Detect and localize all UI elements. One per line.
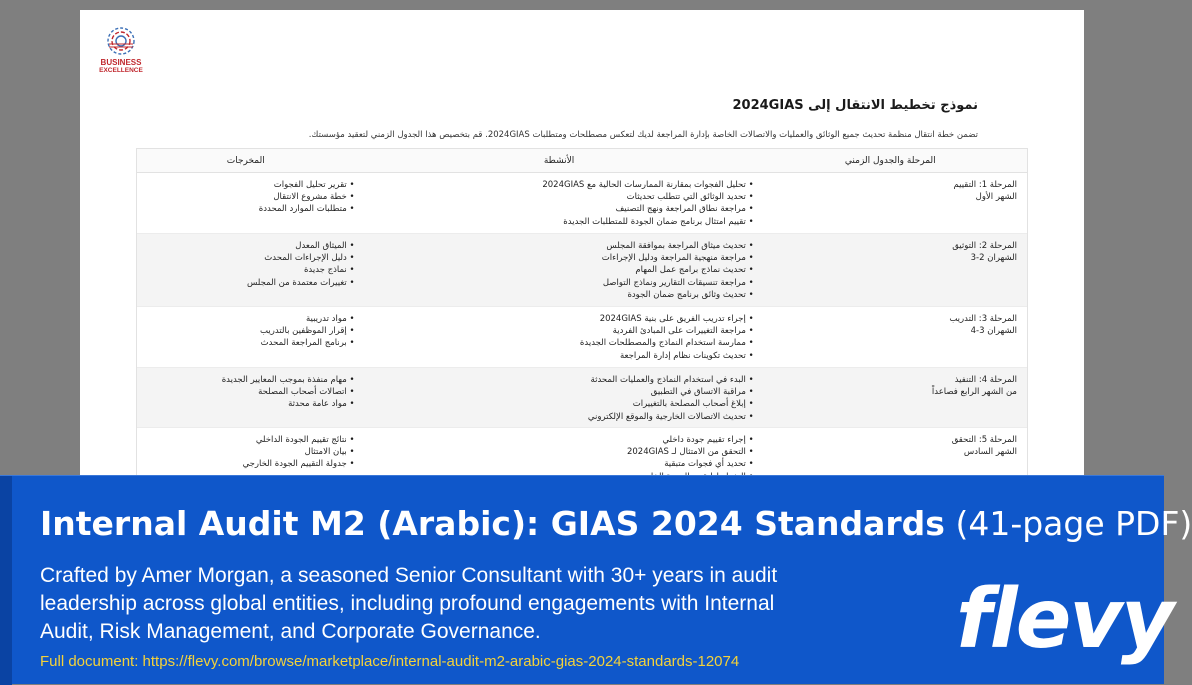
- header-outputs: المخرجات: [226, 156, 265, 166]
- list-item: • البدء في استخدام النماذج والعمليات المحدثة: [365, 374, 754, 386]
- full-document-link[interactable]: Full document: https://flevy.com/browse/marketplace/internal-audit-m2-arabic-gias-2024-standards-12074: [40, 653, 740, 670]
- activities-cell: [365, 374, 764, 427]
- activities-cell: [365, 240, 764, 306]
- document-title: نموذج تخطيط الانتقال إلى 2024GIAS: [732, 98, 978, 113]
- phase-cell: [764, 179, 1027, 233]
- banner-title-main: Internal Audit M2 (Arabic): GIAS 2024 Standards: [40, 504, 945, 543]
- list-item: • مواد تدريبية: [137, 313, 355, 325]
- phase-timing: من الشهر الرابع فصاعداً: [931, 387, 1017, 397]
- phase-title: المرحلة 2: التوثيق: [952, 241, 1017, 251]
- list-item: • مراجعة نطاق المراجعة ونهج التصنيف: [365, 203, 754, 215]
- transition-plan-table: [136, 148, 1028, 488]
- header-activities: الأنشطة: [543, 156, 575, 166]
- list-item: • تحديث نماذج برامج عمل المهام: [365, 264, 754, 276]
- list-item: • بيان الامتثال: [137, 446, 355, 458]
- list-item: • إجراء تقييم جودة داخلي: [365, 434, 754, 446]
- outputs-cell: [137, 240, 365, 306]
- list-item: • تغييرات معتمدة من المجلس: [137, 277, 355, 289]
- list-item: • تحليل الفجوات بمقارنة الممارسات الحالية مع 2024GIAS: [365, 179, 754, 191]
- list-item: • مراقبة الاتساق في التطبيق: [365, 386, 754, 398]
- list-item: • تحديث وثائق برنامج ضمان الجودة: [365, 289, 754, 301]
- logo-text-line1: BUSINESS: [100, 58, 142, 67]
- list-item: • تحديث الاتصالات الخارجية والموقع الإلكتروني: [365, 411, 754, 423]
- banner-title-page-count: (41-page PDF): [955, 504, 1192, 543]
- table-row: [137, 368, 1027, 428]
- header-phase: المرحلة والجدول الزمني: [844, 156, 936, 166]
- list-item: • دليل الإجراءات المحدث: [137, 252, 355, 264]
- fingerprint-logo-icon: [106, 26, 136, 56]
- banner-title: [40, 504, 1192, 543]
- activities-cell: [365, 313, 764, 367]
- list-item: • جدولة التقييم الجودة الخارجي: [137, 458, 355, 470]
- list-item: • اتصالات أصحاب المصلحة: [137, 386, 355, 398]
- list-item: • تحديد الوثائق التي تتطلب تحديثات: [365, 191, 754, 203]
- outputs-cell: [137, 313, 365, 367]
- phase-title: المرحلة 4: التنفيذ: [954, 375, 1017, 385]
- table-row: [137, 307, 1027, 368]
- phase-cell: [764, 313, 1027, 367]
- outputs-cell: [137, 374, 365, 427]
- product-banner: [0, 475, 1192, 684]
- phase-timing: الشهران 3-4: [970, 326, 1017, 336]
- logo-text-line2: EXCELLENCE: [99, 67, 143, 74]
- list-item: • مراجعة التغييرات على المبادئ الفردية: [365, 325, 754, 337]
- list-item: • إقرار الموظفين بالتدريب: [137, 325, 355, 337]
- banner-accent-bar: [0, 476, 12, 685]
- list-item: • تحديث ميثاق المراجعة بموافقة المجلس: [365, 240, 754, 252]
- document-intro: تضمن خطة انتقال منظمة تحديث جميع الوثائق والعمليات والاتصالات الخاصة بإدارة المراجعة لديك لتعكس مصطلحات ومتطلبات 2024GIAS. قم بتخصيص هذا الجدول الزمني لتعقيد مؤسستك.: [308, 130, 978, 140]
- list-item: • تحديد أي فجوات متبقية: [365, 458, 754, 470]
- list-item: • ممارسة استخدام النماذج والمصطلحات الجديدة: [365, 337, 754, 349]
- phase-cell: [764, 374, 1027, 427]
- table-row: [137, 173, 1027, 234]
- list-item: • إجراء تدريب الفريق على بنية 2024GIAS: [365, 313, 754, 325]
- list-item: • مراجعة تنسيقات التقارير ونماذج التواصل: [365, 277, 754, 289]
- list-item: • متطلبات الموارد المحددة: [137, 203, 355, 215]
- flevy-logo[interactable]: flevy: [956, 572, 1173, 667]
- phase-title: المرحلة 5: التحقق: [951, 435, 1017, 445]
- list-item: • نتائج تقييم الجودة الداخلي: [137, 434, 355, 446]
- phase-timing: الشهر الأول: [975, 192, 1017, 202]
- list-item: • خطة مشروع الانتقال: [137, 191, 355, 203]
- phase-cell: [764, 240, 1027, 306]
- phase-title: المرحلة 1: التقييم: [953, 180, 1017, 190]
- outputs-cell: [137, 179, 365, 233]
- list-item: • مواد عامة محدثة: [137, 398, 355, 410]
- list-item: • تحديث تكوينات نظام إدارة المراجعة: [365, 350, 754, 362]
- list-item: • تقييم امتثال برنامج ضمان الجودة للمتطلبات الجديدة: [365, 216, 754, 228]
- list-item: • الميثاق المعدل: [137, 240, 355, 252]
- activities-cell: [365, 179, 764, 233]
- table-header: [137, 149, 1027, 173]
- business-excellence-logo: [94, 26, 148, 75]
- list-item: • نماذج جديدة: [137, 264, 355, 276]
- phase-timing: الشهران 2-3: [970, 253, 1017, 263]
- list-item: • مراجعة منهجية المراجعة ودليل الإجراءات: [365, 252, 754, 264]
- list-item: • إبلاغ أصحاب المصلحة بالتغييرات: [365, 398, 754, 410]
- list-item: • التحقق من الامتثال لـ 2024GIAS: [365, 446, 754, 458]
- list-item: • برنامج المراجعة المحدث: [137, 337, 355, 349]
- phase-timing: الشهر السادس: [963, 447, 1017, 457]
- document-preview: [80, 10, 1084, 480]
- phase-title: المرحلة 3: التدريب: [949, 314, 1017, 324]
- table-row: [137, 234, 1027, 307]
- list-item: • تقرير تحليل الفجوات: [137, 179, 355, 191]
- banner-description: Crafted by Amer Morgan, a seasoned Senior Consultant with 30+ years in audit leadership across global entities, including profound engagements with Internal Audit, Risk Management, and Corporate Governance.: [40, 564, 778, 643]
- list-item: • مهام منفذة بموجب المعايير الجديدة: [137, 374, 355, 386]
